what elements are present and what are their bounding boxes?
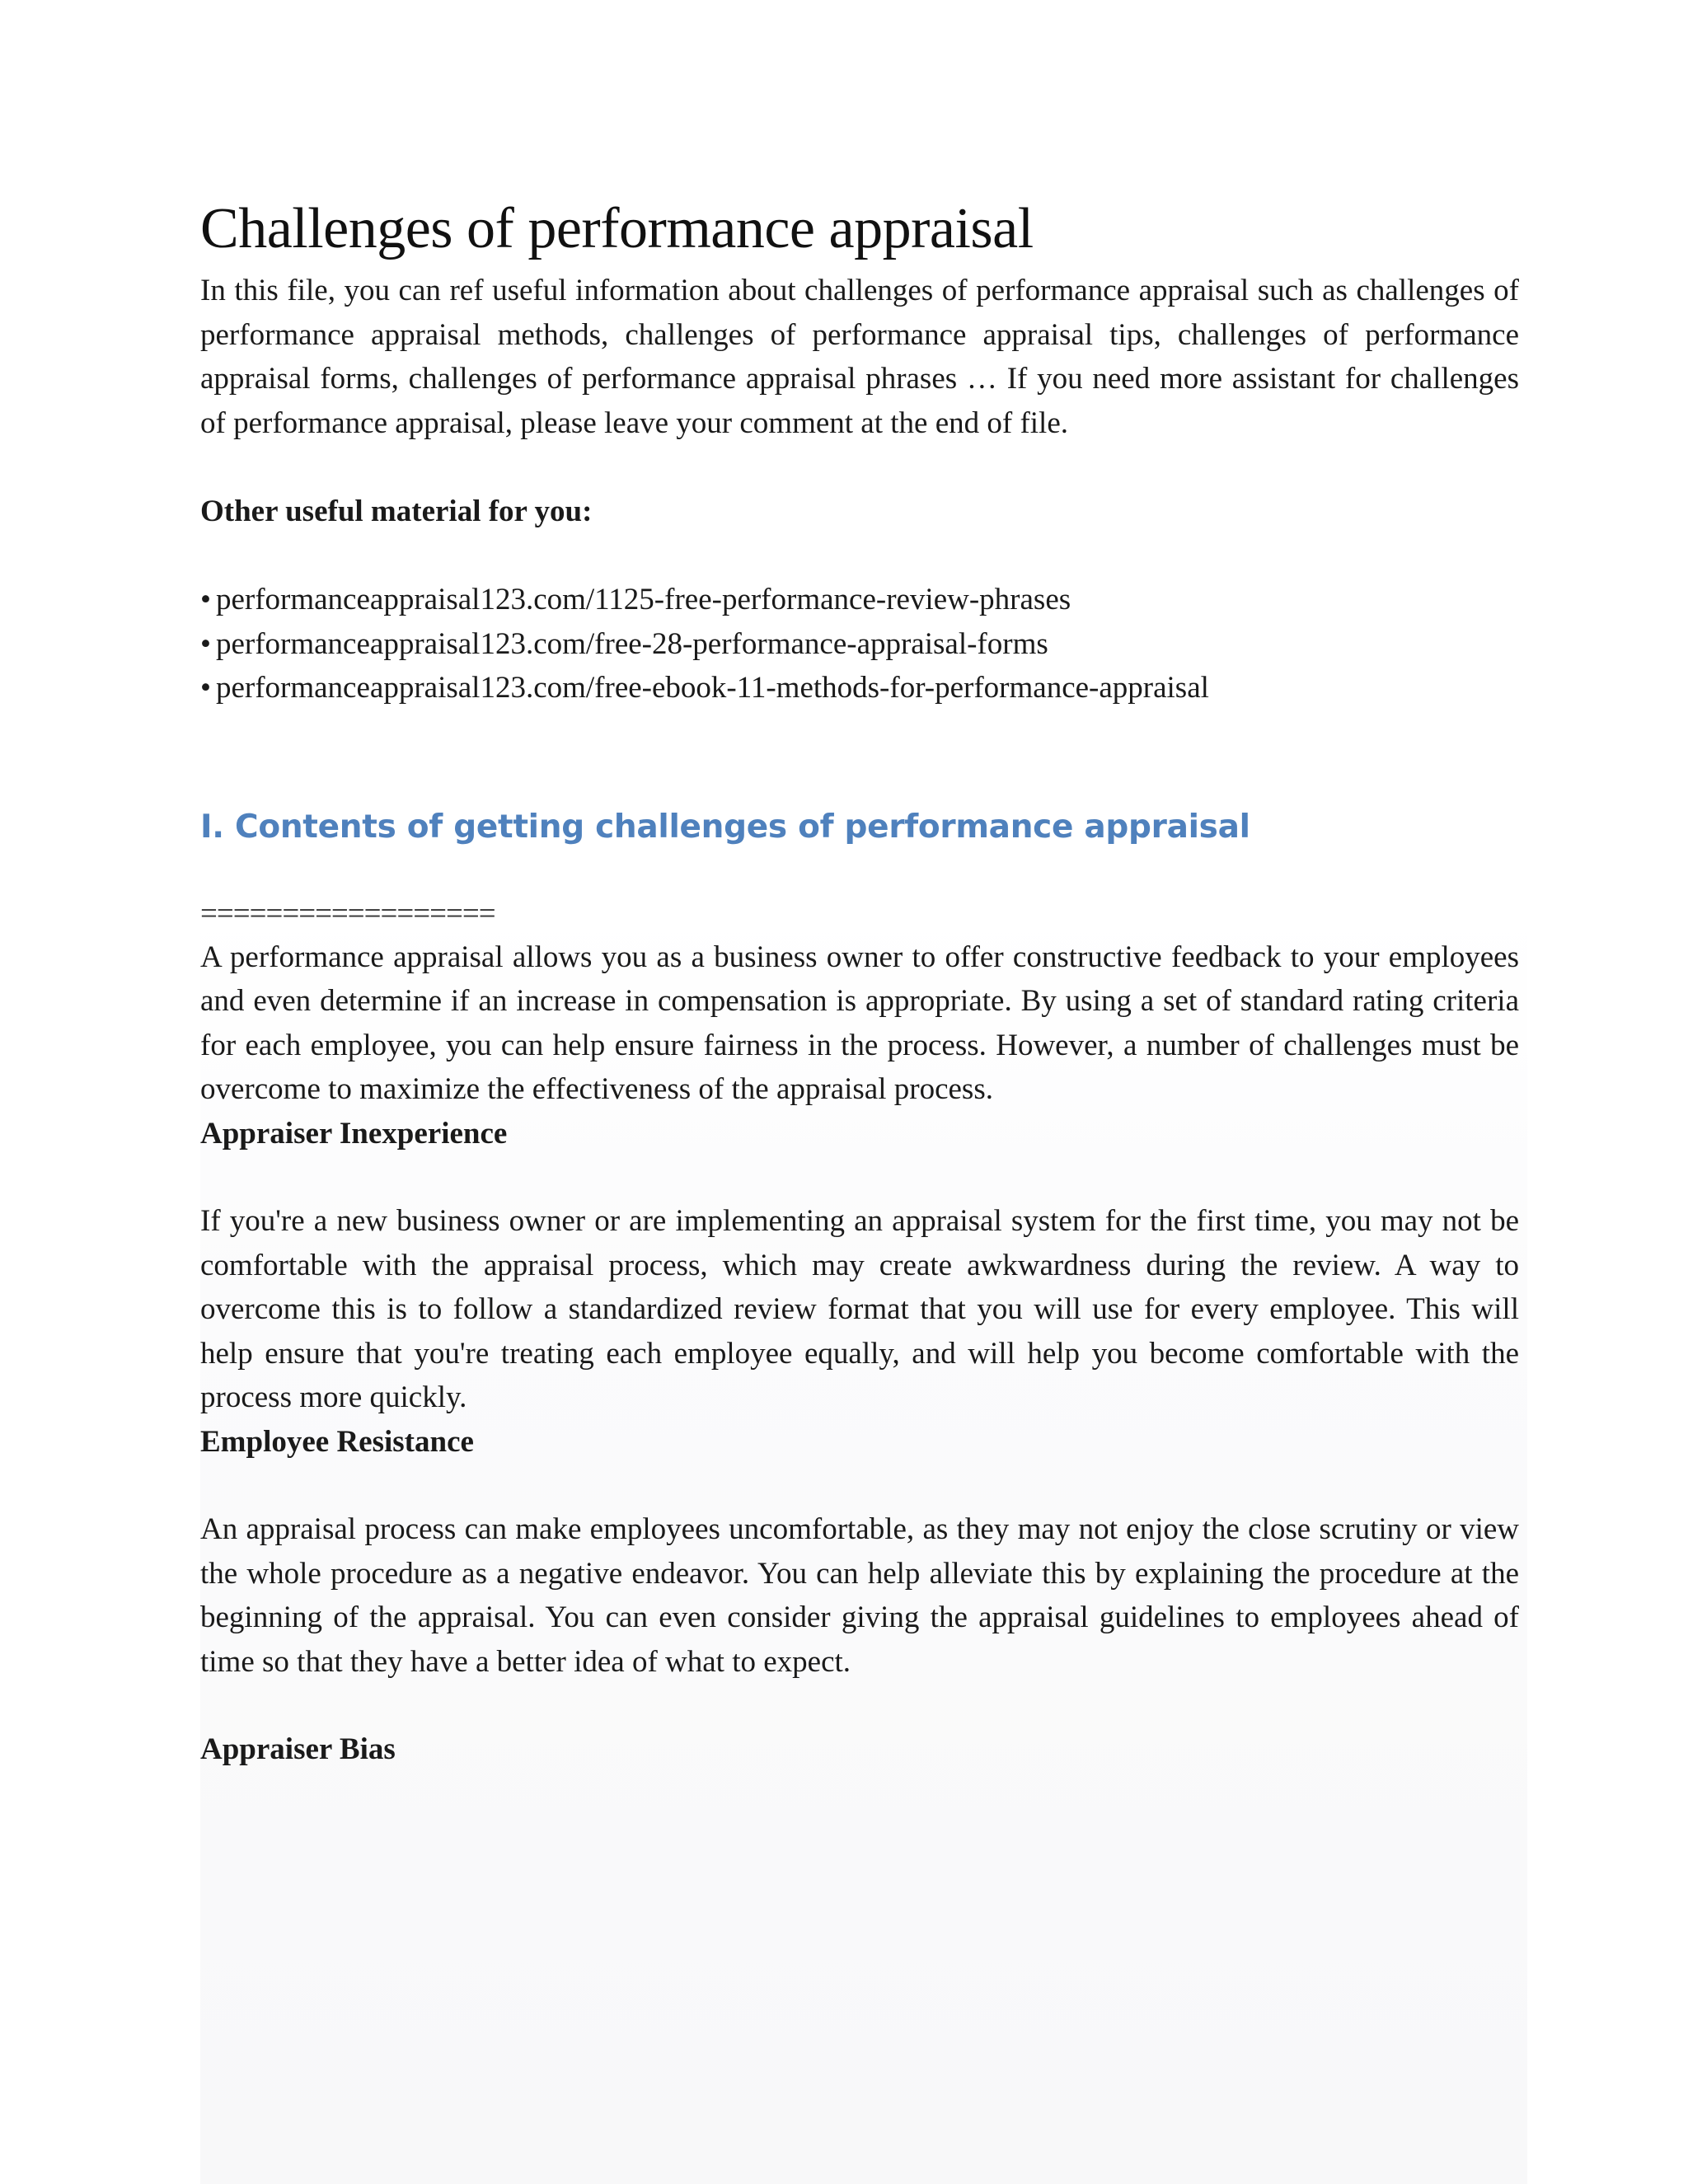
list-item bbox=[200, 578, 1519, 622]
list-item bbox=[200, 622, 1519, 667]
spacer bbox=[200, 1464, 1519, 1507]
subheading-appraiser-inexperience: Appraiser Inexperience bbox=[200, 1116, 508, 1151]
intro-paragraph: In this file, you can ref useful information about challenges of performance appraisal such as challenges of performance appraisal methods, challenges of performance appraisal tips, challenges of performance appraisal forms, challenges of performance appraisal phrases … If you need more assistant for challenges of performance appraisal, please leave your comment at the end of file. bbox=[200, 274, 1519, 440]
document-content bbox=[200, 190, 1519, 1772]
paragraph-overview: A performance appraisal allows you as a business owner to offer constructive feedback to your employees and even determine if an increase in compensation is appropriate. By using a set of standard rating criteria for each employee, you can help ensure fairness in the process. However, a number of challenges must be overcome to maximize the effectiveness of the appraisal process. bbox=[200, 940, 1519, 1106]
bullet-icon: • bbox=[200, 671, 211, 705]
subheading-appraiser-bias: Appraiser Bias bbox=[200, 1732, 396, 1766]
link-forms[interactable]: performanceappraisal123.com/free-28-performance-appraisal-forms bbox=[215, 626, 1048, 661]
paragraph-inexperience: If you're a new business owner or are implementing an appraisal system for the first time, you may not be comfortable with the appraisal process, which may create awkwardness during the review. A way to overcome this is to follow a standardized review format that you will use for every employee. This will help ensure that you're treating each employee equally, and will help you become comfortable with the process more quickly. bbox=[200, 1204, 1519, 1414]
bullet-icon: • bbox=[200, 626, 211, 661]
spacer bbox=[200, 1155, 1519, 1199]
other-material-heading: Other useful material for you: bbox=[200, 494, 593, 528]
paragraph-resistance: An appraisal process can make employees uncomfortable, as they may not enjoy the close scrutiny or view the whole procedure as a negative endeavor. You can help alleviate this by explaining the procedure at the beginning of the appraisal. You can even consider giving the appraisal guidelines to employees ahead of time so that they have a better idea of what to expect. bbox=[200, 1512, 1519, 1679]
link-phrases[interactable]: performanceappraisal123.com/1125-free-performance-review-phrases bbox=[215, 583, 1071, 616]
spacer bbox=[200, 1684, 1519, 1727]
link-list bbox=[200, 578, 1519, 710]
list-item bbox=[200, 666, 1519, 710]
link-ebook[interactable]: performanceappraisal123.com/free-ebook-11-methods-for-performance-appraisal bbox=[215, 671, 1209, 705]
bullet-icon: • bbox=[200, 583, 211, 616]
section-heading: I. Contents of getting challenges of performance appraisal bbox=[200, 808, 1250, 846]
subheading-employee-resistance: Employee Resistance bbox=[200, 1424, 474, 1459]
page-title: Challenges of performance appraisal bbox=[200, 197, 1034, 260]
divider-line: ================== bbox=[200, 896, 495, 930]
